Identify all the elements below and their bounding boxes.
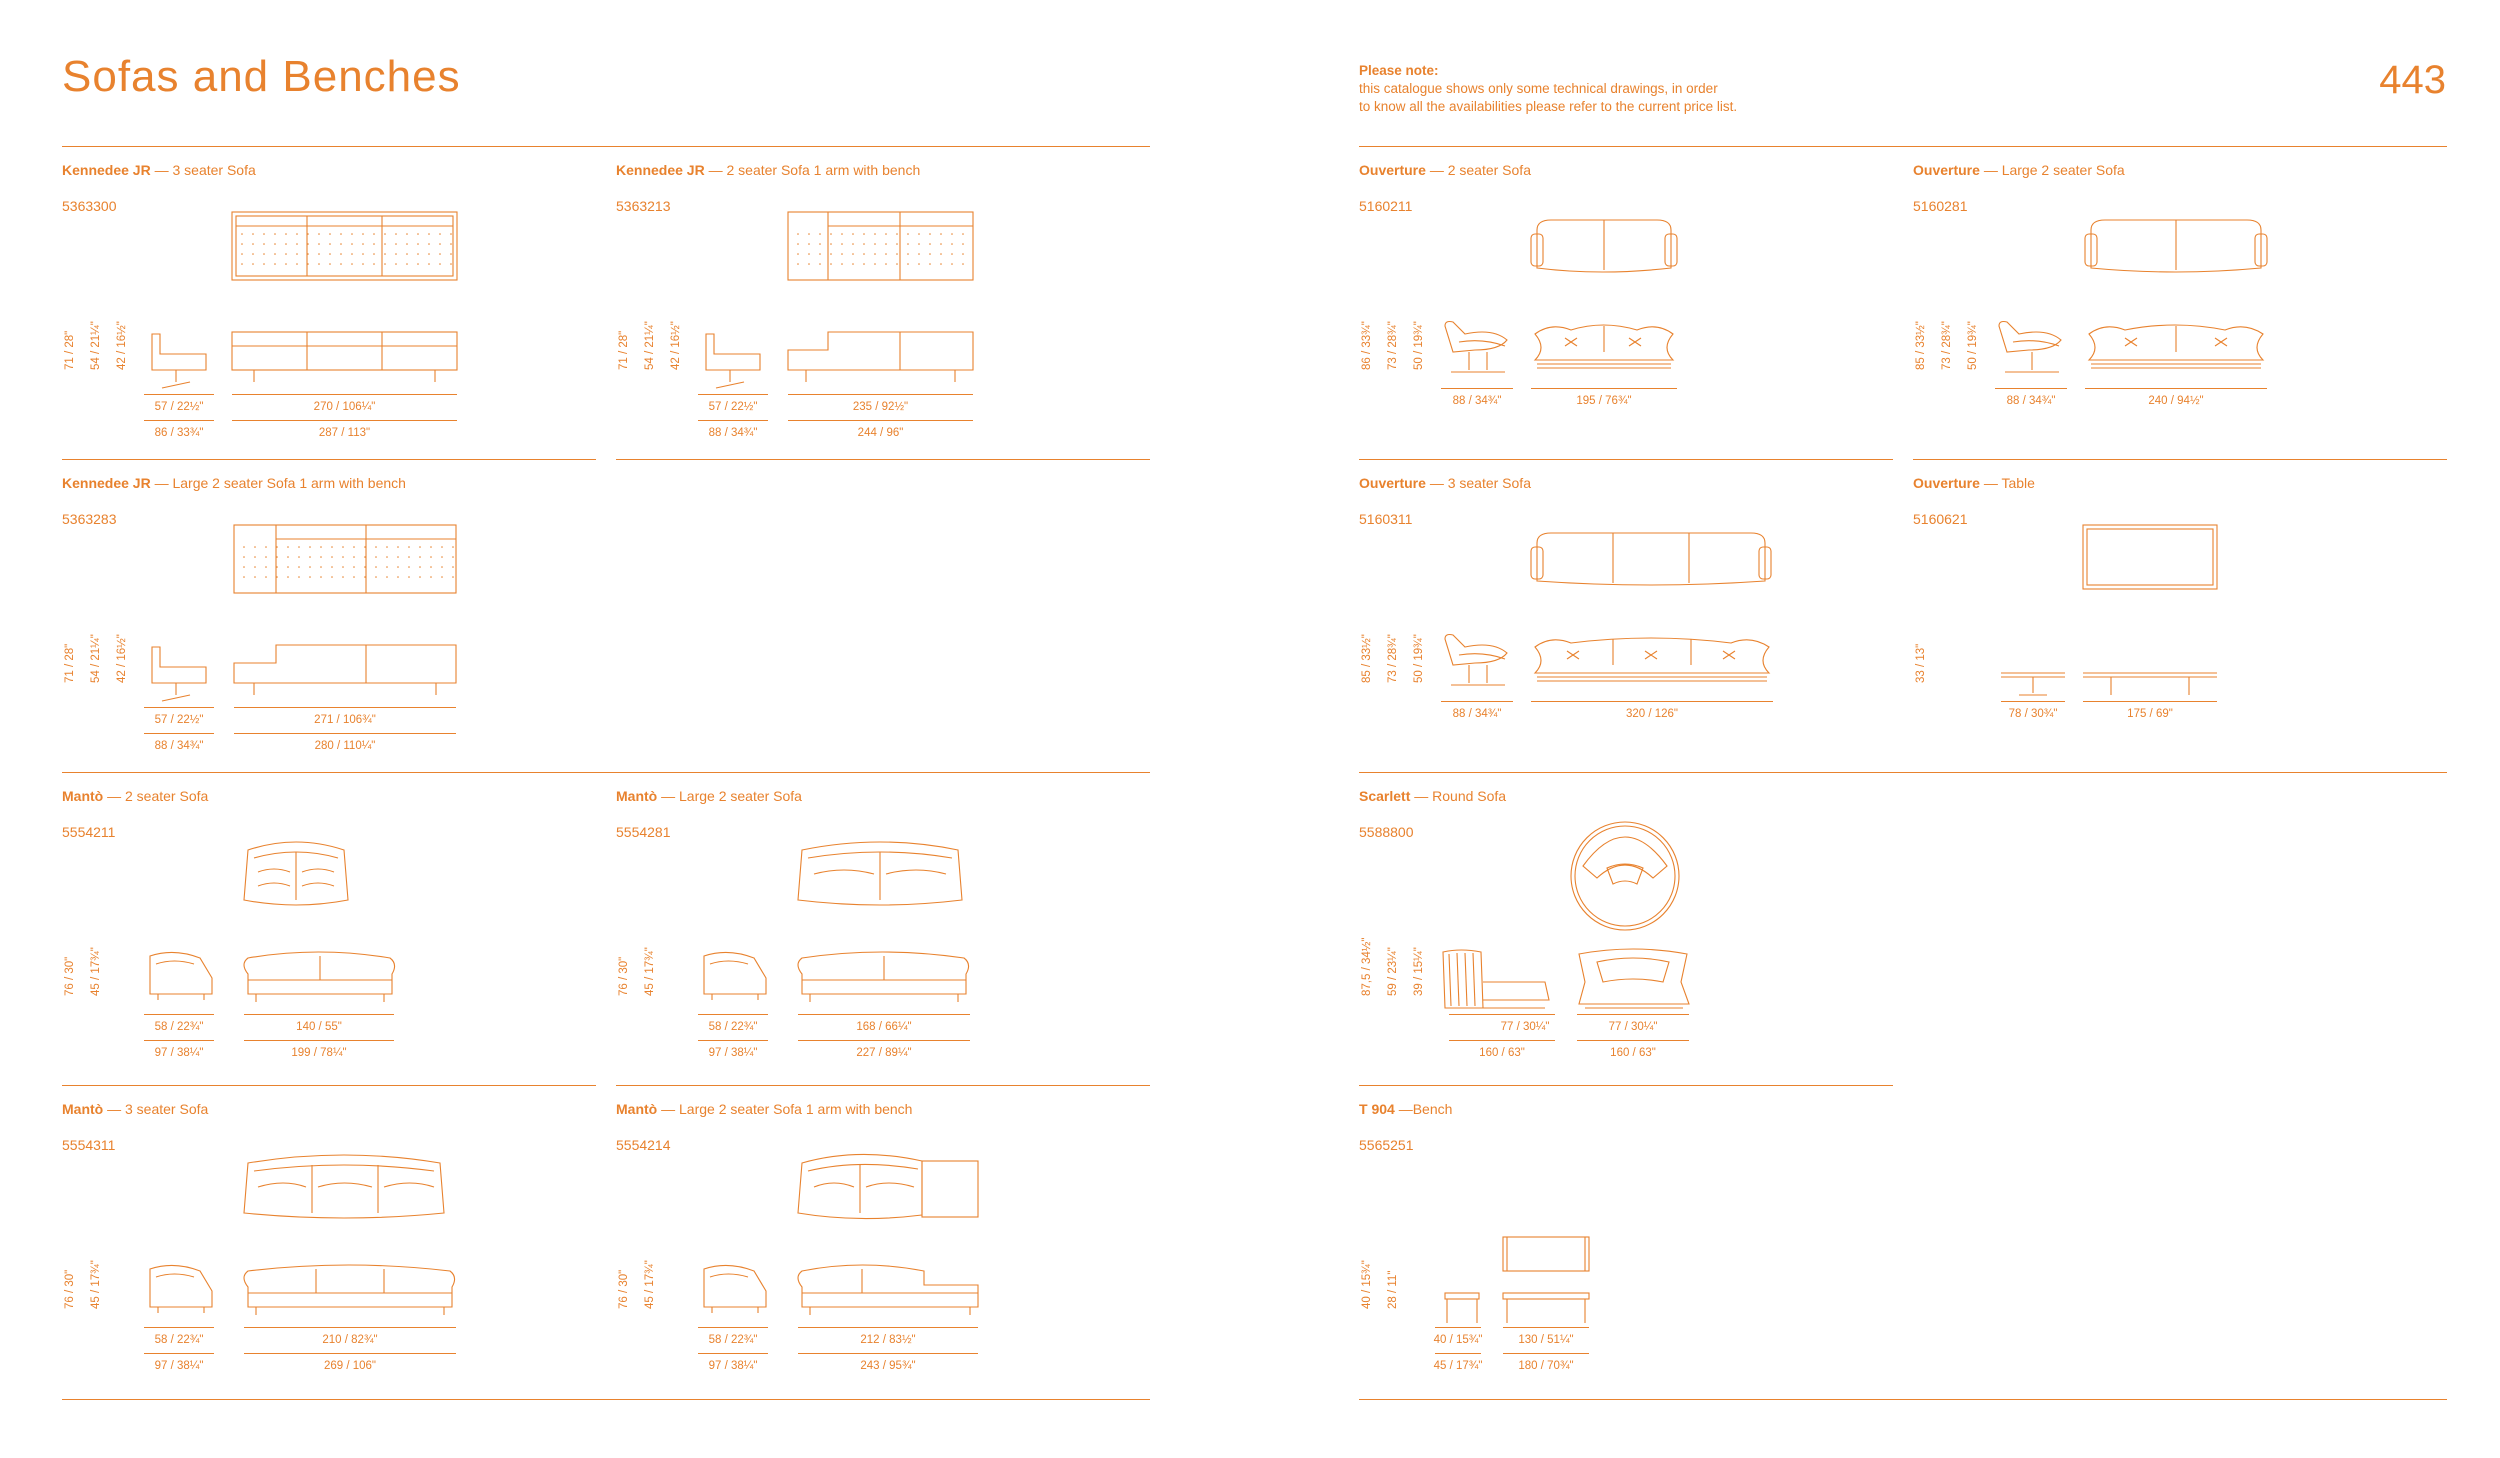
dimension-line bbox=[2001, 701, 2065, 702]
product-title: Mantò — Large 2 seater Sofa 1 arm with bench bbox=[616, 1101, 913, 1117]
product-code: 5554281 bbox=[616, 824, 671, 840]
dimension-label: 88 / 34¾" bbox=[2006, 395, 2056, 407]
dimension-line bbox=[144, 394, 214, 395]
product-title: Kennedee JR — 2 seater Sofa 1 arm with bench bbox=[616, 162, 921, 178]
height-dimension-label: 54 / 21¼" bbox=[90, 321, 102, 370]
dimension-line bbox=[244, 1327, 456, 1328]
product-code: 5588800 bbox=[1359, 824, 1414, 840]
dimension-label: 97 / 38¼" bbox=[708, 1360, 758, 1372]
dimension-label: 240 / 94½" bbox=[2148, 395, 2204, 407]
dimension-label: 58 / 22¾" bbox=[154, 1021, 204, 1033]
side-view-drawing bbox=[144, 1263, 219, 1323]
dimension-label: 180 / 70¾" bbox=[1518, 1360, 1574, 1372]
dimension-line bbox=[144, 1327, 214, 1328]
dimension-label: 77 / 30¼" bbox=[1608, 1021, 1658, 1033]
front-view-drawing bbox=[244, 1263, 459, 1323]
dimension-label: 130 / 51¼" bbox=[1518, 1334, 1574, 1346]
dimension-label: 77 / 30¼" bbox=[1500, 1021, 1550, 1033]
dimension-line bbox=[698, 420, 768, 421]
top-view-drawing bbox=[798, 1151, 988, 1231]
dimension-line bbox=[144, 1040, 214, 1041]
height-dimension-label: 54 / 21¼" bbox=[90, 634, 102, 683]
dimension-label: 40 / 15¾" bbox=[1433, 1334, 1483, 1346]
height-dimension-label: 76 / 30" bbox=[618, 956, 630, 996]
dimension-line bbox=[698, 1014, 768, 1015]
product-code: 5160211 bbox=[1359, 198, 1413, 214]
dimension-label: 57 / 22½" bbox=[708, 401, 758, 413]
product-title: Mantò — 3 seater Sofa bbox=[62, 1101, 209, 1117]
side-view-drawing bbox=[144, 645, 214, 705]
product-title: Ouverture — 2 seater Sofa bbox=[1359, 162, 1531, 178]
product-title: Mantò — 2 seater Sofa bbox=[62, 788, 209, 804]
top-view-drawing bbox=[1567, 818, 1687, 938]
side-view-drawing bbox=[698, 332, 768, 392]
dimension-line bbox=[798, 1040, 970, 1041]
dimension-line bbox=[1577, 1040, 1689, 1041]
product-scarlett-round-sofa bbox=[1359, 788, 1879, 1088]
dimension-line bbox=[788, 420, 973, 421]
note-title: Please note: bbox=[1359, 63, 1439, 78]
product-kennedee-large-2-seater-bench bbox=[62, 475, 582, 775]
dimension-label: 45 / 17¾" bbox=[1433, 1360, 1483, 1372]
dimension-line bbox=[244, 1014, 394, 1015]
dimension-line bbox=[798, 1353, 978, 1354]
height-dimension-label: 40 / 15¾" bbox=[1361, 1260, 1373, 1309]
dimension-label: 280 / 110¼" bbox=[314, 740, 376, 752]
product-code: 5363300 bbox=[62, 198, 117, 214]
top-view-drawing bbox=[2083, 525, 2223, 595]
side-view-drawing bbox=[1443, 1291, 1483, 1327]
side-view-drawing bbox=[698, 1263, 773, 1323]
front-view-drawing bbox=[234, 645, 464, 700]
height-dimension-label: 73 / 28¾" bbox=[1387, 634, 1399, 683]
dimension-label: 78 / 30¾" bbox=[2008, 708, 2058, 720]
dimension-line bbox=[698, 1327, 768, 1328]
dimension-label: 160 / 63" bbox=[1479, 1047, 1525, 1059]
top-view-drawing bbox=[244, 838, 354, 918]
front-view-drawing bbox=[1531, 320, 1681, 390]
product-title: Mantò — Large 2 seater Sofa bbox=[616, 788, 802, 804]
dimension-label: 88 / 34¾" bbox=[154, 740, 204, 752]
product-code: 5565251 bbox=[1359, 1137, 1414, 1153]
dimension-line bbox=[1577, 1014, 1689, 1015]
product-code: 5363283 bbox=[62, 511, 117, 527]
dimension-line bbox=[1503, 1353, 1589, 1354]
dimension-label: 287 / 113" bbox=[318, 427, 371, 439]
front-view-drawing bbox=[1577, 948, 1697, 1013]
dimension-line bbox=[234, 707, 456, 708]
height-dimension-label: 87,5 / 34½" bbox=[1361, 937, 1373, 996]
dimension-label: 244 / 96" bbox=[857, 427, 904, 439]
dimension-line bbox=[788, 394, 973, 395]
height-dimension-label: 73 / 28¾" bbox=[1387, 321, 1399, 370]
side-view-drawing bbox=[1993, 320, 2068, 390]
height-dimension-label: 71 / 28" bbox=[64, 643, 76, 683]
product-manto-2-seater bbox=[62, 788, 582, 1088]
height-dimension-label: 86 / 33¾" bbox=[1361, 321, 1373, 370]
dimension-label: 175 / 69" bbox=[2127, 708, 2173, 720]
page-number: 443 bbox=[2379, 58, 2446, 102]
product-title: Scarlett — Round Sofa bbox=[1359, 788, 1507, 804]
height-dimension-label: 45 / 17¾" bbox=[644, 947, 656, 996]
dimension-line bbox=[144, 1353, 214, 1354]
top-view-drawing bbox=[1531, 525, 1776, 595]
product-code: 5160311 bbox=[1359, 511, 1413, 527]
dimension-line bbox=[144, 1014, 214, 1015]
dimension-label: 86 / 33¾" bbox=[154, 427, 204, 439]
front-view-drawing bbox=[788, 332, 978, 387]
product-title: Ouverture — Table bbox=[1913, 475, 2035, 491]
height-dimension-label: 42 / 16½" bbox=[670, 321, 682, 370]
dimension-label: 168 / 66¼" bbox=[856, 1021, 912, 1033]
height-dimension-label: 28 / 11" bbox=[1387, 1270, 1399, 1309]
side-view-drawing bbox=[144, 332, 214, 392]
dimension-label: 269 / 106" bbox=[323, 1360, 377, 1372]
front-view-drawing bbox=[2085, 320, 2270, 390]
height-dimension-label: 42 / 16½" bbox=[116, 321, 128, 370]
product-code: 5160621 bbox=[1913, 511, 1968, 527]
dimension-label: 235 / 92½" bbox=[852, 401, 909, 413]
height-dimension-label: 39 / 15¼" bbox=[1413, 947, 1425, 996]
product-title: Kennedee JR — 3 seater Sofa bbox=[62, 162, 256, 178]
side-view-drawing bbox=[1441, 948, 1556, 1013]
dimension-line bbox=[2085, 388, 2267, 389]
height-dimension-label: 71 / 28" bbox=[64, 330, 76, 370]
height-dimension-label: 45 / 17¾" bbox=[644, 1260, 656, 1309]
dimension-line bbox=[1449, 1014, 1555, 1015]
front-view-drawing bbox=[798, 1263, 988, 1323]
dimension-line bbox=[144, 707, 214, 708]
dimension-label: 58 / 22¾" bbox=[154, 1334, 204, 1346]
product-manto-3-seater bbox=[62, 1101, 582, 1401]
height-dimension-label: 45 / 17¾" bbox=[90, 947, 102, 996]
dimension-label: 140 / 55" bbox=[296, 1021, 342, 1033]
dimension-label: 58 / 22¾" bbox=[708, 1334, 758, 1346]
side-view-drawing bbox=[1439, 320, 1514, 390]
height-dimension-label: 59 / 23¼" bbox=[1387, 947, 1399, 996]
dimension-line bbox=[1531, 388, 1677, 389]
product-ouverture-table bbox=[1913, 475, 2433, 775]
dimension-line bbox=[798, 1014, 970, 1015]
dimension-line bbox=[244, 1353, 456, 1354]
dimension-line bbox=[144, 733, 214, 734]
dimension-line bbox=[2083, 701, 2217, 702]
dimension-label: 97 / 38¼" bbox=[154, 1047, 204, 1059]
product-code: 5554311 bbox=[62, 1137, 116, 1153]
dimension-label: 227 / 89¼" bbox=[856, 1047, 912, 1059]
dimension-label: 57 / 22½" bbox=[154, 401, 204, 413]
height-dimension-label: 50 / 19¾" bbox=[1967, 321, 1979, 370]
height-dimension-label: 54 / 21¼" bbox=[644, 321, 656, 370]
height-dimension-label: 71 / 28" bbox=[618, 330, 630, 370]
product-title: T 904 —Bench bbox=[1359, 1101, 1453, 1117]
dimension-line bbox=[798, 1327, 978, 1328]
top-view-drawing bbox=[788, 212, 978, 282]
product-t904-bench bbox=[1359, 1101, 1879, 1401]
dimension-line bbox=[1449, 1040, 1555, 1041]
dimension-label: 88 / 34¾" bbox=[1452, 395, 1502, 407]
dimension-label: 271 / 106¾" bbox=[314, 714, 376, 726]
dimension-label: 243 / 95¾" bbox=[860, 1360, 916, 1372]
divider bbox=[1359, 146, 2447, 147]
note-line-1: this catalogue shows only some technical drawings, in order bbox=[1359, 81, 1718, 96]
height-dimension-label: 73 / 28¾" bbox=[1941, 321, 1953, 370]
product-title: Ouverture — Large 2 seater Sofa bbox=[1913, 162, 2125, 178]
front-view-drawing bbox=[1531, 633, 1776, 703]
product-ouverture-large-2-seater bbox=[1913, 162, 2433, 462]
dimension-line bbox=[1435, 1327, 1481, 1328]
dimension-line bbox=[1435, 1353, 1481, 1354]
height-dimension-label: 76 / 30" bbox=[64, 1269, 76, 1309]
top-view-drawing bbox=[234, 525, 464, 595]
dimension-label: 160 / 63" bbox=[1610, 1047, 1656, 1059]
dimension-label: 212 / 83½" bbox=[860, 1334, 916, 1346]
dimension-line bbox=[232, 420, 457, 421]
product-manto-large-2-seater bbox=[616, 788, 1136, 1088]
divider bbox=[62, 146, 1150, 147]
height-dimension-label: 42 / 16½" bbox=[116, 634, 128, 683]
height-dimension-label: 33 / 13" bbox=[1915, 643, 1927, 683]
dimension-label: 58 / 22¾" bbox=[708, 1021, 758, 1033]
height-dimension-label: 50 / 19¾" bbox=[1413, 321, 1425, 370]
front-view-drawing bbox=[232, 332, 462, 387]
product-code: 5160281 bbox=[1913, 198, 1968, 214]
side-view-drawing bbox=[1439, 633, 1514, 703]
note-line-2: to know all the availabilities please refer to the current price list. bbox=[1359, 99, 1738, 114]
product-ouverture-3-seater bbox=[1359, 475, 1879, 775]
top-view-drawing bbox=[1531, 212, 1681, 282]
dimension-label: 97 / 38¼" bbox=[708, 1047, 758, 1059]
side-view-drawing bbox=[698, 950, 773, 1010]
product-code: 5554211 bbox=[62, 824, 116, 840]
dimension-line bbox=[1995, 388, 2067, 389]
height-dimension-label: 76 / 30" bbox=[618, 1269, 630, 1309]
front-view-drawing bbox=[2083, 671, 2223, 701]
front-view-drawing bbox=[798, 950, 973, 1010]
dimension-line bbox=[1503, 1327, 1589, 1328]
product-code: 5363213 bbox=[616, 198, 671, 214]
height-dimension-label: 76 / 30" bbox=[64, 956, 76, 996]
dimension-line bbox=[698, 1040, 768, 1041]
dimension-line bbox=[1531, 701, 1773, 702]
dimension-line bbox=[144, 420, 214, 421]
dimension-line bbox=[698, 1353, 768, 1354]
dimension-label: 199 / 78¼" bbox=[291, 1047, 347, 1059]
top-view-drawing bbox=[2085, 212, 2270, 282]
height-dimension-label: 50 / 19¾" bbox=[1413, 634, 1425, 683]
side-view-drawing bbox=[144, 950, 219, 1010]
dimension-label: 270 / 106¼" bbox=[313, 401, 376, 413]
side-view-drawing bbox=[2001, 671, 2071, 701]
dimension-label: 195 / 76¾" bbox=[1576, 395, 1632, 407]
product-ouverture-2-seater bbox=[1359, 162, 1879, 462]
product-kennedee-2-seater-bench bbox=[616, 162, 1136, 462]
dimension-label: 88 / 34¾" bbox=[1452, 708, 1502, 720]
top-view-drawing bbox=[244, 1151, 454, 1231]
height-dimension-label: 45 / 17¾" bbox=[90, 1260, 102, 1309]
height-dimension-label: 85 / 33½" bbox=[1361, 634, 1373, 683]
front-view-drawing bbox=[244, 950, 399, 1010]
product-kennedee-3-seater bbox=[62, 162, 582, 462]
dimension-label: 97 / 38¼" bbox=[154, 1360, 204, 1372]
product-title: Ouverture — 3 seater Sofa bbox=[1359, 475, 1531, 491]
dimension-line bbox=[1441, 388, 1513, 389]
dimension-line bbox=[232, 394, 457, 395]
top-view-drawing bbox=[798, 838, 968, 918]
catalogue-note bbox=[1359, 62, 1879, 116]
height-dimension-label: 85 / 33½" bbox=[1915, 321, 1927, 370]
front-view-drawing bbox=[1503, 1291, 1593, 1327]
dimension-label: 57 / 22½" bbox=[154, 714, 204, 726]
top-view-drawing bbox=[232, 212, 462, 282]
dimension-line bbox=[698, 394, 768, 395]
page-title: Sofas and Benches bbox=[62, 52, 461, 101]
dimension-line bbox=[234, 733, 456, 734]
dimension-label: 210 / 82¾" bbox=[322, 1334, 378, 1346]
top-view-drawing bbox=[1503, 1235, 1593, 1275]
dimension-label: 88 / 34¾" bbox=[708, 427, 758, 439]
dimension-line bbox=[244, 1040, 394, 1041]
product-code: 5554214 bbox=[616, 1137, 671, 1153]
product-manto-large-2-seater-bench bbox=[616, 1101, 1136, 1401]
dimension-line bbox=[1441, 701, 1513, 702]
dimension-label: 320 / 126" bbox=[1625, 708, 1679, 720]
product-title: Kennedee JR — Large 2 seater Sofa 1 arm with bench bbox=[62, 475, 406, 491]
